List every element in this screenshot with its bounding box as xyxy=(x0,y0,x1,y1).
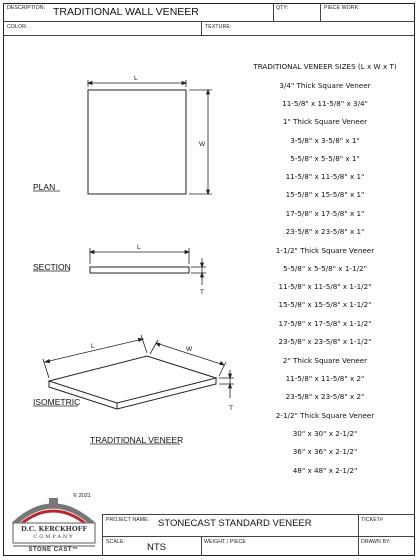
group-header: 1" Thick Square Veneer xyxy=(282,117,368,127)
iso-length-label: L xyxy=(91,343,95,350)
logo-company-word: COMPANY xyxy=(33,534,75,540)
logo-keystone xyxy=(49,498,58,506)
section-slab xyxy=(90,267,189,273)
footer-right-divider xyxy=(358,514,359,556)
scale-value: NTS xyxy=(147,542,166,553)
size-item: 11-5/8" x 11-5/8" x 2" xyxy=(285,373,365,383)
iso-width-label: W xyxy=(186,346,193,353)
plan-width-label: W xyxy=(199,141,206,148)
size-item: 23-5/8" x 23-5/8" x 2" xyxy=(285,392,365,402)
logo-company-name: D.C. KERCKHOFF xyxy=(20,525,88,533)
section-thickness-label: T xyxy=(200,289,204,296)
size-item: 15-5/8" x 15-5/8" x 1-1/2" xyxy=(278,300,372,310)
project-name-value: STONECAST STANDARD VENEER xyxy=(158,518,312,529)
description-value: TRADITIONAL WALL VENEER xyxy=(53,6,199,18)
footer-mid-line xyxy=(102,536,415,537)
piece-work-label: PIECE WORK: xyxy=(324,5,360,11)
size-item: 5-5/8" x 5-5/8" x 1-1/2" xyxy=(283,263,367,273)
size-item: 23-5/8" x 23-5/8" x 1-1/2" xyxy=(278,337,372,347)
sizes-title: TRADITIONAL VENEER SIZES (L x W x T) xyxy=(253,62,397,71)
company-logo xyxy=(5,492,102,554)
description-label: DESCRIPTION: xyxy=(7,5,46,11)
size-item: 48" x 48" x 2-1/2" xyxy=(292,465,358,475)
project-name-label: PROJECT NAME: xyxy=(106,517,150,523)
size-item: 11-5/8" x 11-5/8" x 1" xyxy=(285,172,365,182)
group-header: 2" Thick Square Veneer xyxy=(282,355,368,365)
iso-thickness-label: T xyxy=(229,405,233,412)
plan-view-label: PLAN xyxy=(33,182,56,192)
logo-copyright: © 2021 xyxy=(73,493,91,499)
size-item: 11-5/8" x 11-5/8" x 1-1/2" xyxy=(278,282,372,292)
size-item: 15-5/8" x 15-5/8" x 1" xyxy=(285,190,365,200)
footer-weight-divider xyxy=(201,536,202,556)
section-length-label: L xyxy=(137,244,141,251)
drawing-caption: TRADITIONAL VENEER xyxy=(90,435,184,445)
color-label: COLOR: xyxy=(7,24,28,30)
scale-label: SCALE: xyxy=(106,539,126,545)
size-item: 3-5/8" x 3-5/8" x 1" xyxy=(290,135,360,145)
footer-left-line xyxy=(102,514,103,556)
size-item: 30" x 30" x 2-1/2" xyxy=(292,428,358,438)
size-item: 5-5/8" x 5-5/8" x 1" xyxy=(290,153,360,163)
group-header: 2-1/2" Thick Square Veneer xyxy=(275,410,375,420)
size-item: 36" x 36" x 2-1/2" xyxy=(292,447,358,457)
size-item: 17-5/8" x 17-5/8" x 1-1/2" xyxy=(278,318,372,328)
group-header: 3/4" Thick Square Veneer xyxy=(279,80,371,90)
section-view-label: SECTION xyxy=(33,262,71,272)
ticket-label: TICKET# xyxy=(361,517,384,523)
group-header: 1-1/2" Thick Square Veneer xyxy=(275,245,375,255)
plan-square xyxy=(88,90,186,194)
size-item: 23-5/8" x 23-5/8" x 1" xyxy=(285,227,365,237)
veneer-sizes-list xyxy=(240,62,410,475)
drawn-by-label: DRAWN BY: xyxy=(361,539,391,545)
footer-top-line xyxy=(102,514,415,515)
size-item: 11-5/8" x 11-5/8" x 3/4" xyxy=(282,98,368,108)
logo-stone-cast: STONE CAST™ xyxy=(28,547,79,553)
iso-top-face xyxy=(49,356,216,403)
size-item: 17-5/8" x 17-5/8" x 1" xyxy=(285,208,365,218)
weight-label: WEIGHT / PIECE xyxy=(204,539,246,545)
texture-label: TEXTURE: xyxy=(205,24,232,30)
qty-label: QTY: xyxy=(276,5,289,11)
plan-length-label: L xyxy=(134,75,138,82)
isometric-view-label: ISOMETRIC xyxy=(33,397,81,407)
